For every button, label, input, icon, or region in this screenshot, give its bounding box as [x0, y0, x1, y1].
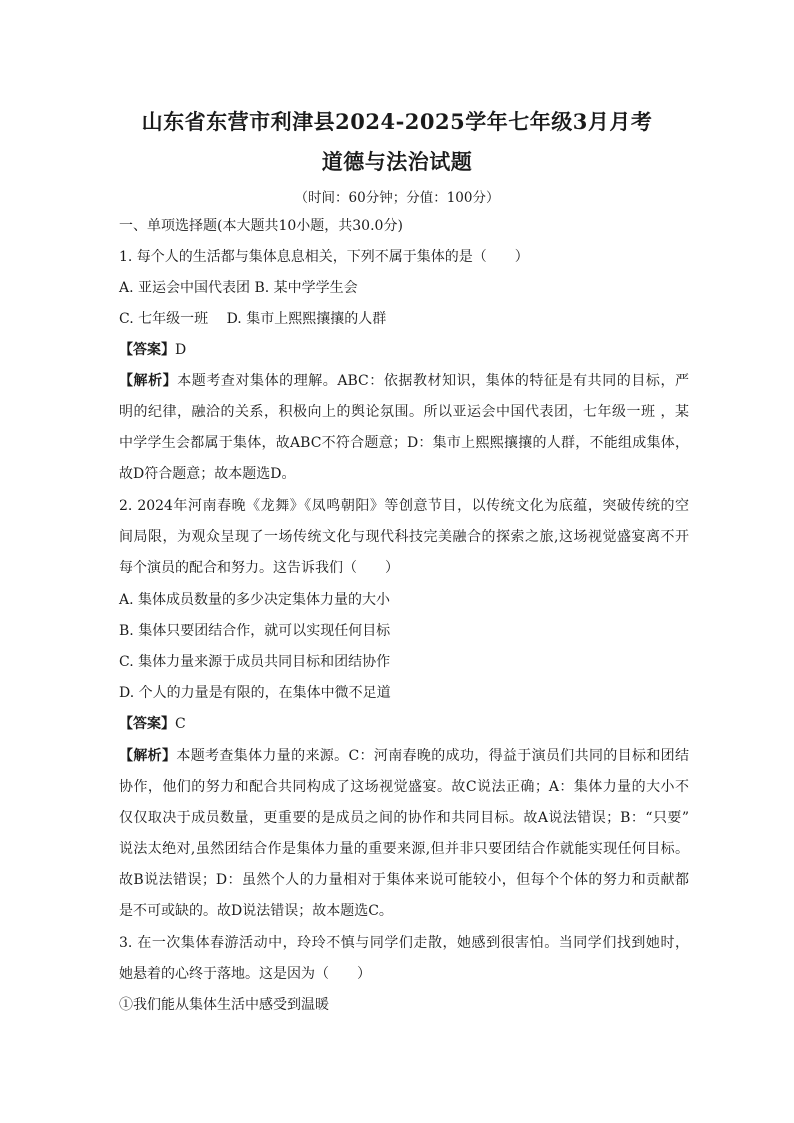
analysis-label: 【解析】 — [119, 748, 177, 764]
question-2-analysis-line: 说法太绝对,虽然团结合作是集体力量的重要来源,但并非只要团结合作就能实现任何目标。 — [119, 841, 689, 857]
question-3-item-1: ①我们能从集体生活中感受到温暖 — [119, 997, 329, 1013]
answer-value: D — [175, 342, 187, 358]
analysis-text: 本题考查集体力量的来源。C：河南春晚的成功，得益于演员们共同的目标和团结 — [176, 748, 690, 764]
answer-label: 【答案】 — [119, 716, 175, 732]
section-heading: 一、单项选择题(本大题共10小题，共30.0分) — [119, 218, 403, 234]
answer-label: 【答案】 — [119, 342, 175, 358]
question-1-stem: 1. 每个人的生活都与集体息息相关，下列不属于集体的是（ ） — [119, 249, 529, 265]
question-1-answer — [119, 340, 689, 360]
question-2-stem-line: 2. 2024年河南春晚《龙舞》《凤鸣朝阳》等创意节目，以传统文化为底蕴，突破传统的空 — [119, 498, 689, 514]
question-2-analysis-line: 协作，他们的努力和配合共同构成了这场视觉盛宴。故C说法正确；A：集体力量的大小不 — [119, 779, 689, 795]
question-2-option-c: C. 集体力量来源于成员共同目标和团结协作 — [119, 654, 391, 670]
question-2-answer — [119, 714, 689, 734]
question-1-analysis-line — [119, 371, 689, 391]
analysis-text: 本题考查对集体的理解。ABC：依据教材知识，集体的特征是有共同的目标，严 — [177, 373, 689, 389]
question-2-analysis-line: 仅仅取决于成员数量，更重要的是成员之间的协作和共同目标。故A说法错误；B：“只要” — [119, 810, 689, 826]
answer-value: C — [175, 716, 186, 732]
analysis-label: 【解析】 — [119, 373, 178, 389]
exam-subject-title: 道德与法治试题 — [321, 149, 473, 174]
question-3-stem-line: 她悬着的心终于落地。这是因为（ ） — [119, 966, 371, 982]
question-1-analysis-line: 中学学生会都属于集体，故ABC不符合题意；D：集市上熙熙攘攘的人群，不能组成集体， — [119, 435, 689, 451]
question-2-stem-line: 间局限，为观众呈现了一场传统文化与现代科技完美融合的探索之旅,这场视觉盛宴离不开 — [119, 529, 689, 545]
question-1-options-cd: C. 七年级一班 D. 集市上熙熙攘攘的人群 — [119, 311, 387, 327]
exam-time-info: （时间：60分钟；分值：100分） — [294, 190, 500, 206]
question-2-option-a: A. 集体成员数量的多少决定集体力量的大小 — [119, 592, 391, 608]
question-3-stem-line: 3. 在一次集体春游活动中，玲玲不慎与同学们走散，她感到很害怕。当同学们找到她时， — [119, 935, 689, 951]
question-1-analysis-line: 明的纪律，融洽的关系，积极向上的舆论氛围。所以亚运会中国代表团，七年级一班 ，某 — [119, 404, 689, 420]
question-2-stem-line: 每个演员的配合和努力。这告诉我们（ ） — [119, 560, 399, 576]
question-2-option-d: D. 个人的力量是有限的，在集体中微不足道 — [119, 685, 391, 701]
question-2-analysis-line — [119, 746, 689, 766]
question-2-analysis-line: 故B说法错误；D：虽然个人的力量相对于集体来说可能较小，但每个个体的努力和贡献都 — [119, 872, 689, 888]
exam-title: 山东省东营市利津县2024-2025学年七年级3月月考 — [141, 109, 653, 134]
question-2-analysis-line: 是不可或缺的。故D说法错误；故本题选C。 — [119, 903, 393, 919]
question-1-options-ab: A. 亚运会中国代表团 B. 某中学学生会 — [119, 280, 358, 296]
question-1-analysis-line: 故D符合题意；故本题选D。 — [119, 466, 296, 482]
question-2-option-b: B. 集体只要团结合作，就可以实现任何目标 — [119, 623, 391, 639]
